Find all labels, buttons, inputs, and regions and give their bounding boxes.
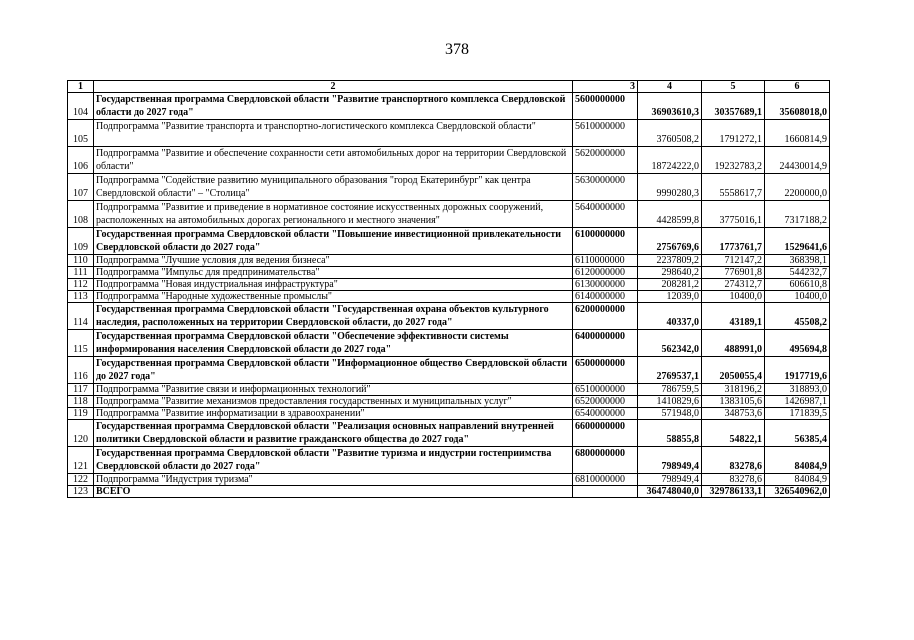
row-value-2: 10400,0 (702, 291, 765, 303)
row-value-1: 571948,0 (638, 408, 702, 420)
row-value-2: 1791272,1 (702, 120, 765, 147)
row-value-2: 1383105,6 (702, 396, 765, 408)
budget-table (67, 80, 830, 498)
row-name: Государственная программа Свердловской области "Развитие транспортного комплекса Свердловской области до 2027 года" (94, 93, 573, 120)
row-number: 114 (68, 303, 94, 330)
row-value-2: 1773761,7 (702, 228, 765, 255)
row-code (573, 486, 638, 498)
row-code: 6520000000 (573, 396, 638, 408)
row-value-3: 1426987,1 (765, 396, 830, 408)
row-number: 106 (68, 147, 94, 174)
header-cell-3: 3 (573, 81, 638, 93)
row-number: 120 (68, 420, 94, 447)
row-value-1: 18724222,0 (638, 147, 702, 174)
row-value-2: 19232783,2 (702, 147, 765, 174)
row-value-1: 12039,0 (638, 291, 702, 303)
row-number: 109 (68, 228, 94, 255)
header-cell-4: 4 (638, 81, 702, 93)
row-value-1: 364748040,0 (638, 486, 702, 498)
row-number: 117 (68, 384, 94, 396)
row-value-1: 58855,8 (638, 420, 702, 447)
row-value-2: 488991,0 (702, 330, 765, 357)
row-value-3: 84084,9 (765, 474, 830, 486)
row-value-2: 83278,6 (702, 474, 765, 486)
row-code: 6800000000 (573, 447, 638, 474)
table-row (68, 396, 830, 408)
table-row (68, 357, 830, 384)
row-value-2: 83278,6 (702, 447, 765, 474)
table-row (68, 303, 830, 330)
row-value-3: 318893,0 (765, 384, 830, 396)
header-cell-5: 5 (702, 81, 765, 93)
row-number: 123 (68, 486, 94, 498)
table-row (68, 267, 830, 279)
row-value-2: 3775016,1 (702, 201, 765, 228)
row-value-3: 606610,8 (765, 279, 830, 291)
row-code: 6810000000 (573, 474, 638, 486)
row-name: Подпрограмма "Лучшие условия для ведения бизнеса" (94, 255, 573, 267)
row-name: Государственная программа Свердловской области "Повышение инвестиционной привлекательности Свердловской области до 2027 года" (94, 228, 573, 255)
row-code: 5610000000 (573, 120, 638, 147)
row-name: Подпрограмма "Содействие развитию муниципального образования "город Екатеринбург" как центра Свердловской области" – "Столица" (94, 174, 573, 201)
row-name: Подпрограмма "Развитие и обеспечение сохранности сети автомобильных дорог на территории Свердловской области" (94, 147, 573, 174)
table-row (68, 420, 830, 447)
table-row (68, 486, 830, 498)
row-value-1: 562342,0 (638, 330, 702, 357)
budget-table-body (68, 81, 830, 498)
row-name: Подпрограмма "Новая индустриальная инфраструктура" (94, 279, 573, 291)
row-code: 6600000000 (573, 420, 638, 447)
row-number: 119 (68, 408, 94, 420)
row-code: 6140000000 (573, 291, 638, 303)
row-code: 5640000000 (573, 201, 638, 228)
row-code: 6130000000 (573, 279, 638, 291)
row-value-2: 712147,2 (702, 255, 765, 267)
row-value-2: 30357689,1 (702, 93, 765, 120)
header-cell-2: 2 (94, 81, 573, 93)
row-code: 5620000000 (573, 147, 638, 174)
table-row (68, 279, 830, 291)
row-value-3: 368398,1 (765, 255, 830, 267)
row-number: 110 (68, 255, 94, 267)
row-value-3: 7317188,2 (765, 201, 830, 228)
row-number: 118 (68, 396, 94, 408)
row-code: 6540000000 (573, 408, 638, 420)
row-name: Подпрограмма "Развитие механизмов предоставления государственных и муниципальных услуг" (94, 396, 573, 408)
row-value-2: 274312,7 (702, 279, 765, 291)
row-value-3: 35608018,0 (765, 93, 830, 120)
row-value-2: 2050055,4 (702, 357, 765, 384)
row-number: 122 (68, 474, 94, 486)
row-name: Государственная программа Свердловской области "Реализация основных направлений внутренней политики Свердловской области и развитие гражданского общества до 2027 года" (94, 420, 573, 447)
row-value-2: 54822,1 (702, 420, 765, 447)
row-name: Государственная программа Свердловской области "Государственная охрана объектов культурного наследия, расположенных на территории Свердловской области, до 2027 года" (94, 303, 573, 330)
row-value-3: 1529641,6 (765, 228, 830, 255)
row-name: Подпрограмма "Развитие и приведение в нормативное состояние искусственных дорожных сооружений, расположенных на автомобильных дорогах регионального и местного значения" (94, 201, 573, 228)
table-row (68, 255, 830, 267)
row-value-2: 776901,8 (702, 267, 765, 279)
row-code: 6510000000 (573, 384, 638, 396)
row-name: Государственная программа Свердловской области "Информационное общество Свердловской области до 2027 года" (94, 357, 573, 384)
header-cell-6: 6 (765, 81, 830, 93)
header-cell-1: 1 (68, 81, 94, 93)
row-value-1: 2237809,2 (638, 255, 702, 267)
row-number: 104 (68, 93, 94, 120)
table-row (68, 474, 830, 486)
row-name: Подпрограмма "Народные художественные промыслы" (94, 291, 573, 303)
table-row (68, 291, 830, 303)
row-number: 115 (68, 330, 94, 357)
row-name: Подпрограмма "Импульс для предпринимательства" (94, 267, 573, 279)
row-value-1: 4428599,8 (638, 201, 702, 228)
row-value-1: 36903610,3 (638, 93, 702, 120)
row-number: 113 (68, 291, 94, 303)
table-row (68, 201, 830, 228)
row-value-1: 298640,2 (638, 267, 702, 279)
row-name: ВСЕГО (94, 486, 573, 498)
table-row (68, 93, 830, 120)
row-number: 121 (68, 447, 94, 474)
row-value-2: 318196,2 (702, 384, 765, 396)
row-value-1: 9990280,3 (638, 174, 702, 201)
row-value-2: 43189,1 (702, 303, 765, 330)
row-name: Подпрограмма "Индустрия туризма" (94, 474, 573, 486)
table-row (68, 147, 830, 174)
row-name: Подпрограмма "Развитие связи и информационных технологий" (94, 384, 573, 396)
table-row (68, 330, 830, 357)
row-value-3: 544232,7 (765, 267, 830, 279)
row-code: 6100000000 (573, 228, 638, 255)
table-row (68, 447, 830, 474)
row-value-1: 798949,4 (638, 447, 702, 474)
row-name: Государственная программа Свердловской области "Развитие туризма и индустрии гостеприимства Свердловской области до 2027 года" (94, 447, 573, 474)
row-value-1: 208281,2 (638, 279, 702, 291)
row-code: 6400000000 (573, 330, 638, 357)
row-value-3: 1917719,6 (765, 357, 830, 384)
table-row (68, 408, 830, 420)
row-value-2: 348753,6 (702, 408, 765, 420)
row-value-3: 495694,8 (765, 330, 830, 357)
row-value-2: 329786133,1 (702, 486, 765, 498)
row-code: 5630000000 (573, 174, 638, 201)
row-value-1: 2756769,6 (638, 228, 702, 255)
row-value-1: 1410829,6 (638, 396, 702, 408)
header-row (68, 81, 830, 93)
row-number: 108 (68, 201, 94, 228)
row-number: 116 (68, 357, 94, 384)
row-value-3: 1660814,9 (765, 120, 830, 147)
row-number: 107 (68, 174, 94, 201)
row-name: Государственная программа Свердловской области "Обеспечение эффективности системы информирования населения Свердловской области до 2027 года" (94, 330, 573, 357)
row-code: 6110000000 (573, 255, 638, 267)
row-number: 111 (68, 267, 94, 279)
table-row (68, 174, 830, 201)
row-code: 6200000000 (573, 303, 638, 330)
row-value-3: 10400,0 (765, 291, 830, 303)
row-value-2: 5558617,7 (702, 174, 765, 201)
row-number: 105 (68, 120, 94, 147)
row-value-1: 786759,5 (638, 384, 702, 396)
row-value-3: 45508,2 (765, 303, 830, 330)
table-row (68, 120, 830, 147)
row-name: Подпрограмма "Развитие транспорта и транспортно-логистического комплекса Свердловской области" (94, 120, 573, 147)
row-code: 6120000000 (573, 267, 638, 279)
table-row (68, 384, 830, 396)
page-number: 378 (445, 41, 469, 58)
row-code: 6500000000 (573, 357, 638, 384)
row-value-3: 24430014,9 (765, 147, 830, 174)
row-value-3: 2200000,0 (765, 174, 830, 201)
row-code: 5600000000 (573, 93, 638, 120)
row-number: 112 (68, 279, 94, 291)
row-value-1: 798949,4 (638, 474, 702, 486)
row-name: Подпрограмма "Развитие информатизации в здравоохранении" (94, 408, 573, 420)
row-value-3: 56385,4 (765, 420, 830, 447)
table-row (68, 228, 830, 255)
row-value-1: 40337,0 (638, 303, 702, 330)
row-value-1: 2769537,1 (638, 357, 702, 384)
row-value-3: 326540962,0 (765, 486, 830, 498)
row-value-3: 84084,9 (765, 447, 830, 474)
row-value-1: 3760508,2 (638, 120, 702, 147)
row-value-3: 171839,5 (765, 408, 830, 420)
